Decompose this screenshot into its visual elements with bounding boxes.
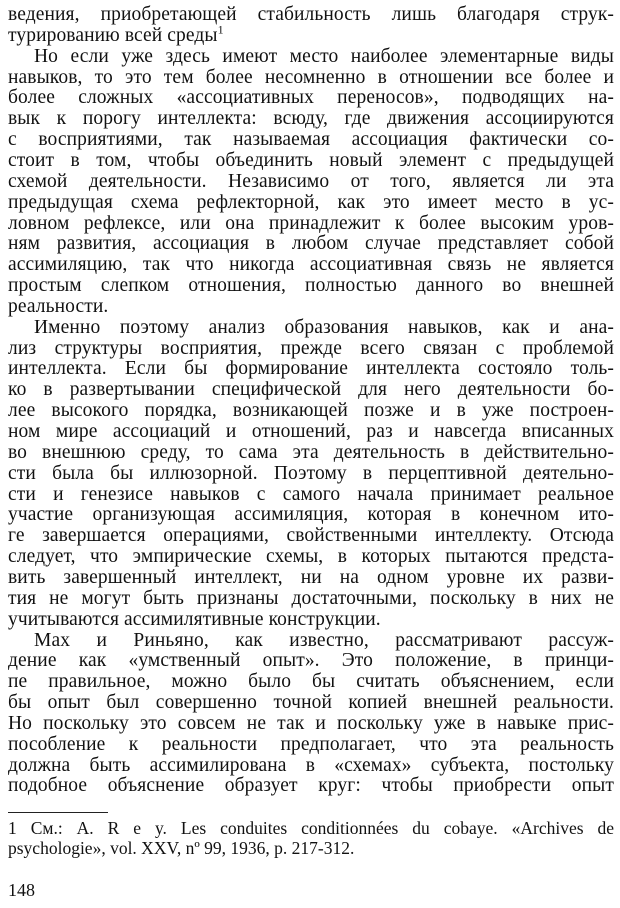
text-line: вить завершенный интеллект, ни на одном уровне их разви-: [8, 566, 614, 588]
text-line: подобное объяснение образует круг: чтобы приобрести опыт: [8, 775, 614, 797]
paragraph-start: Мах и Риньяно, как известно, рассматривают рассуж-: [34, 629, 614, 651]
text-line: лее высокого порядка, возникающей позже и в уже построен-: [8, 400, 614, 422]
text-line: реальности.: [8, 295, 109, 317]
footnote-divider: [8, 812, 108, 813]
text-line: ном мире ассоциаций и отношений, раз и навсегда вписанных: [8, 421, 614, 442]
text-line: интеллекта. Если бы формирование интеллекта состояло толь-: [8, 358, 614, 380]
text-line: [8, 22, 614, 46]
text-line: лиз структуры восприятия, прежде всего связан с проблемой: [8, 337, 614, 359]
text-line: пе правильное, можно было бы считать объяснением, если: [8, 671, 614, 693]
footnote-line: psychologie», vol. XXV, nº 99, 1936, p. 217-312.: [8, 838, 355, 858]
document-page: [8, 0, 616, 908]
text-line: схемой деятельности. Независимо от того, является ли эта: [8, 170, 614, 192]
text-line: ассимиляцию, так что никогда ассоциативная связь не является: [8, 254, 614, 276]
text-line: простым слепком отношения, полностью данного во внешней: [8, 275, 614, 297]
text-line: бы опыт был совершенно точной копией внешней реальности.: [8, 692, 614, 714]
text-line: сти была бы иллюзорной. Поэтому в перцептивной деятельно-: [8, 462, 614, 484]
text-line: ням развития, ассоциация в любом случае представляет собой: [8, 233, 614, 255]
text-line: вык к порогу интеллекта: всюду, где движения ассоциируются: [8, 108, 614, 130]
text-line: навыков, то это тем более несомненно в отношении все более и: [8, 66, 614, 88]
text-line: учитываются ассимилятивные конструкции.: [8, 608, 381, 630]
text-line: участие организующая ассимиляция, которая в конечном ито-: [8, 504, 614, 526]
text-line: пособление к реальности предполагает, что эта реальность: [8, 733, 614, 755]
text-line: стоит в том, чтобы объединить новый элемент с предыдущей: [8, 149, 614, 171]
text-line: с восприятиями, так называемая ассоциация фактически со-: [8, 129, 614, 151]
text-line: Но поскольку это совсем не так и поскольку уже в навыке прис-: [8, 712, 614, 734]
footnote-marker: 1: [217, 22, 224, 37]
text-line: должна быть ассимилирована в «схемах» субъекта, постольку: [8, 754, 614, 776]
text-line: ведения, приобретающей стабильность лишь благодаря струк-: [8, 4, 614, 25]
text-line: предыдущая схема рефлекторной, как это имеет место в ус-: [8, 191, 614, 213]
text-line: ге завершается операциями, свойственными интеллекту. Отсюда: [8, 525, 614, 547]
text-line: тия не могут быть признаны достаточными, поскольку в них не: [8, 587, 614, 609]
text-line: более сложных «ассоциативных переносов», подводящих на-: [8, 87, 614, 109]
text-line: сти и генезисе навыков с самого начала принимает реальное: [8, 483, 614, 505]
text-line: следует, что эмпирические схемы, в которых пытаются предста-: [8, 546, 614, 568]
page-number: 148: [8, 880, 35, 900]
paragraph-start: Именно поэтому анализ образования навыков, как и ана-: [34, 316, 614, 338]
text-line: ко в развертывании специфической для него деятельности бо-: [8, 379, 614, 401]
text-line-content: турированию всей среды: [8, 24, 218, 46]
paragraph-start: Но если уже здесь имеют место наиболее элементарные виды: [34, 45, 614, 67]
text-line: ловном рефлексе, или она принадлежит к более высоким уров-: [8, 212, 614, 234]
footnote-line: 1 См.: A. R e y. Les conduites conditionnées du cobaye. «Archives de: [8, 818, 614, 838]
text-line: во внешнюю среду, то сама эта деятельность в действительно-: [8, 441, 614, 463]
text-line: дение как «умственный опыт». Это положение, в принци-: [8, 650, 614, 672]
